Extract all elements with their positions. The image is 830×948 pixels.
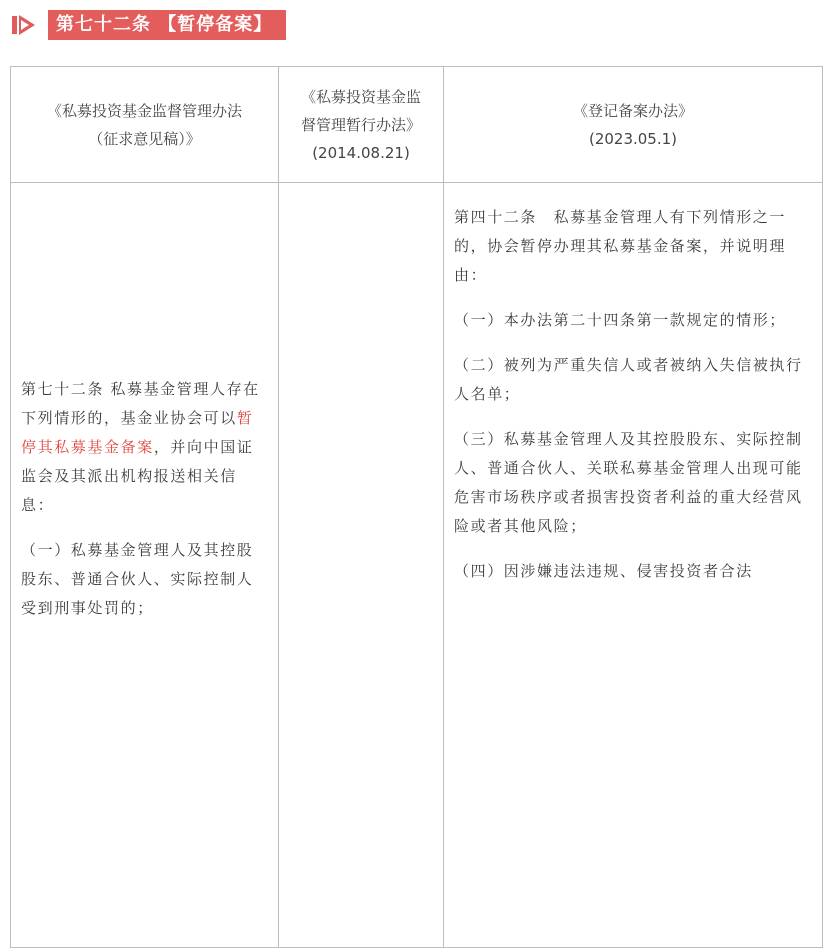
header-draft-regulation — [11, 67, 279, 183]
article-item: （四）因涉嫌违法违规、侵害投资者合法 — [454, 562, 753, 580]
header-interim-regulation — [279, 67, 444, 183]
header-line: 《私募投资基金监督管理办法 — [46, 101, 242, 120]
header-line: 督管理暂行办法》 — [300, 115, 421, 134]
cell-draft-article-72 — [11, 183, 279, 948]
intro-text: 第七十二条 私募基金管理人存在下列情形的，基金业协会可以 — [21, 380, 260, 427]
header-date: (2014.08.21) — [312, 143, 410, 162]
section-title: 第七十二条 【暂停备案】 — [48, 10, 286, 40]
header-line: 《登记备案办法》 — [572, 101, 693, 120]
article-item: （二）被列为严重失信人或者被纳入失信被执行人名单； — [454, 356, 803, 403]
article-item: （一）本办法第二十四条第一款规定的情形； — [454, 311, 787, 329]
play-triangle-icon — [12, 14, 38, 36]
article-item: （一）私募基金管理人及其控股股东、普通合伙人、实际控制人受到刑事处罚的； — [21, 541, 254, 617]
intro-text-end: ，并向中国证监会及其派出机构报送相关信息： — [21, 438, 254, 514]
cell-interim-empty — [279, 183, 444, 948]
article-item: （三）私募基金管理人及其控股股东、实际控制人、普通合伙人、关联私募基金管理人出现可能危害市场秩序或者损害投资者利益的重大经营风险或者其他风险； — [454, 430, 803, 535]
comparison-table — [10, 66, 823, 948]
section-heading — [12, 10, 286, 40]
highlight-text: 暂停其私募基金备案 — [21, 409, 254, 456]
cell-registration-article-42 — [444, 183, 823, 948]
header-registration-rules — [444, 67, 823, 183]
table-header-row — [11, 67, 823, 183]
header-date: (2023.05.1) — [588, 129, 678, 148]
table-row — [11, 183, 823, 948]
header-line: （征求意见稿）》 — [88, 129, 201, 148]
header-line: 《私募投资基金监 — [300, 87, 421, 106]
article-intro: 第四十二条 私募基金管理人有下列情形之一的，协会暂停办理其私募基金备案，并说明理由： — [454, 208, 787, 284]
article-intro — [21, 375, 268, 520]
